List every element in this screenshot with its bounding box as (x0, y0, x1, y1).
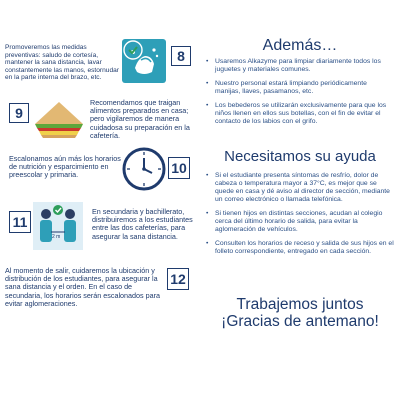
step-number-12: 12 (167, 268, 189, 290)
clock-icon (122, 147, 166, 191)
ayuda-list (206, 172, 394, 262)
step-12-text: Al momento de salir, cuidaremos la ubicación y distribución de los estudiantes, para asegurar la sana distancia y el orden. En el caso de secundaria, los horarios serán escalonados para evitar aglomeraciones. (5, 266, 161, 308)
handwashing-icon (121, 38, 167, 84)
distance-label: 2 m (52, 234, 61, 240)
step-number-8: 8 (171, 46, 191, 66)
closing-line-2: ¡Gracias de antemano! (221, 313, 379, 330)
step-11-text: En secundaria y bachillerato, distribuiremos a los estudiantes entre las dos cafeterías, para asegurar la sana distancia. (92, 207, 193, 241)
sandwich-icon (31, 94, 87, 140)
social-distance-icon (33, 202, 83, 250)
ademas-title: Además… (262, 37, 338, 54)
closing-line-1: Trabajemos juntos (236, 296, 364, 313)
ademas-item: • Usaremos Alkazyme para limpiar diariamente todos los juguetes y materiales comunes. (206, 58, 394, 74)
ayuda-title: Necesitamos su ayuda (224, 148, 376, 165)
ayuda-item: • Consulten los horarios de receso y salida de sus hijos en el folleto correspondiente, entregado en cada sección. (206, 240, 394, 256)
ademas-item: • Los bebederos se utilizarán exclusivamente para que los niños llenen en ellos sus botellas, con el fin de evitar el contacto de los labios con el grifo. (206, 102, 394, 126)
step-number-10: 10 (168, 157, 190, 179)
ayuda-item: • Si tienen hijos en distintas secciones, acudan al colegio cerca del último horario de salida, para evitar la aglomeración de vehículos. (206, 210, 394, 234)
step-10-text: Escalonamos aún más los horarios de nutrición y esparcimiento en preescolar y primaria. (9, 154, 121, 180)
ademas-item: • Nuestro personal estará limpiando periódicamente manijas, llaves, pasamanos, etc. (206, 80, 394, 96)
step-9-text: Recomendamos que traigan alimentos preparados en casa; pero vigilaremos de manera cuidadosa su preparación en la cafetería. (90, 98, 190, 140)
step-number-9: 9 (9, 103, 29, 123)
ademas-list (206, 58, 394, 132)
ayuda-item: • Si el estudiante presenta síntomas de resfrío, dolor de cabeza o temperatura mayor a 37°C, es mejor que se quede en casa y dé aviso al director de sección, mediante un correo electrónico o llamada telefónica. (206, 172, 394, 204)
step-number-11: 11 (9, 211, 31, 233)
step-8-text: Promoveremos las medidas preventivas: saludo de cortesía, mantener la sana distancia, lavar constantemente las manos, estornudar en la parte interna del brazo, etc. (5, 44, 119, 82)
